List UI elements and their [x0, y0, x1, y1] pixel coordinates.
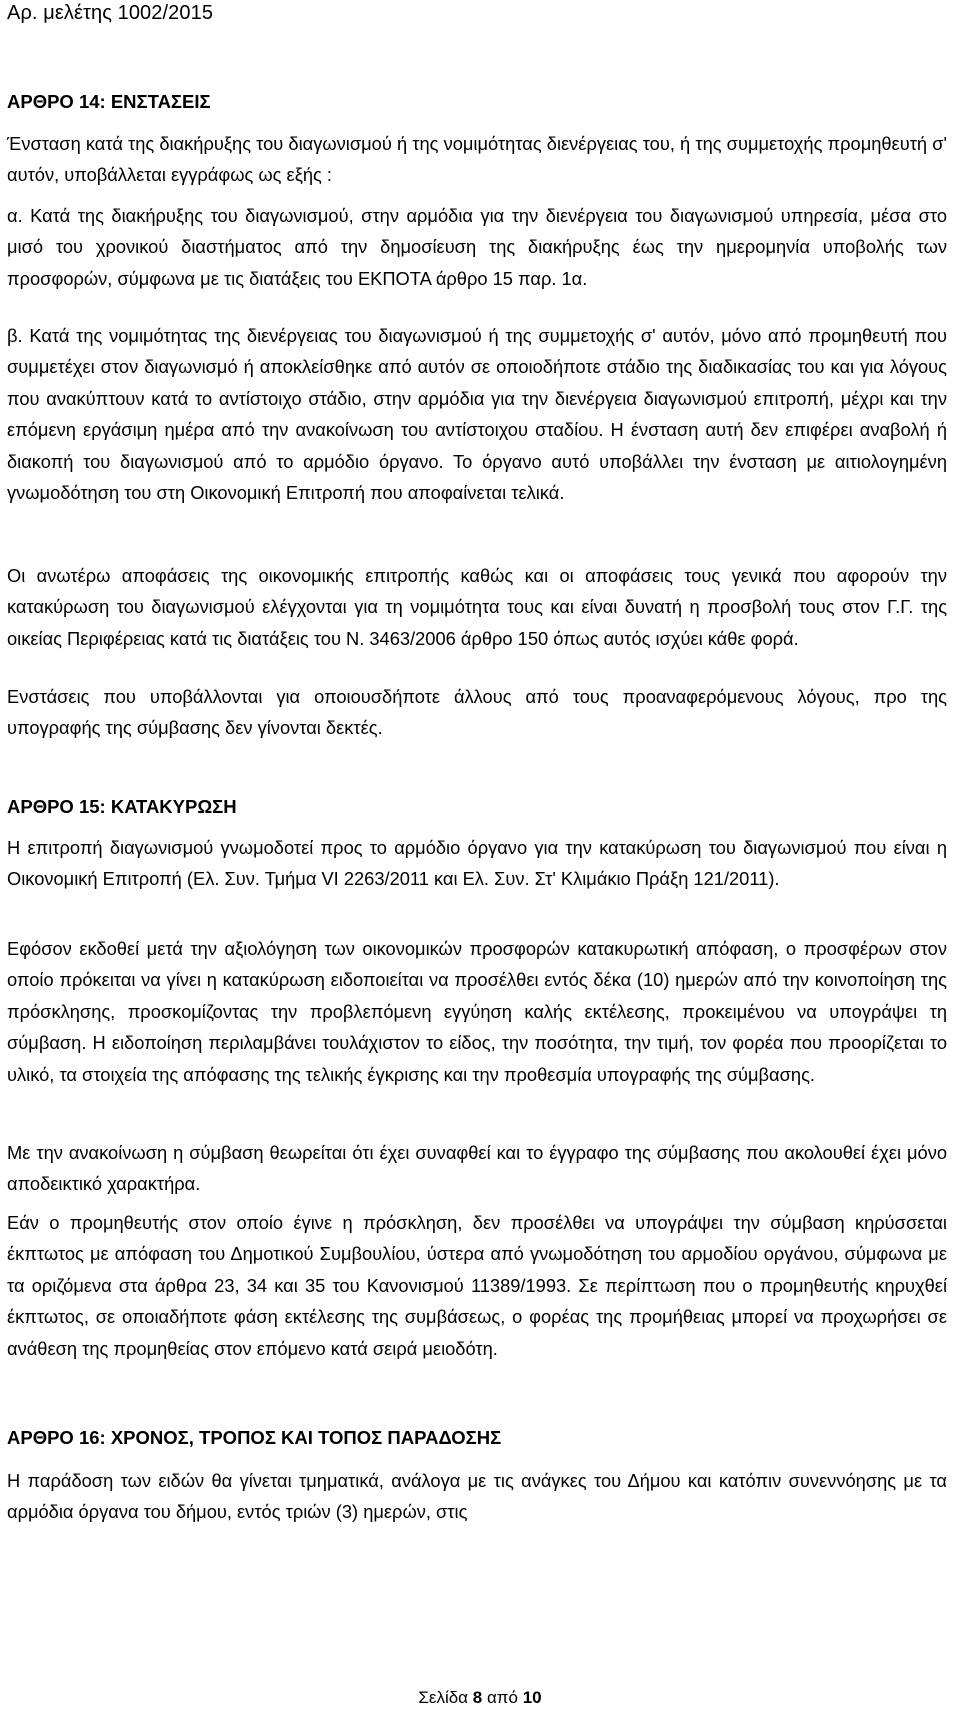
page-footer [0, 1688, 960, 1708]
article-14-objections-paragraph: Ενστάσεις που υποβάλλονται για οποιουσδήποτε άλλους από τους προαναφερόμενους λόγους, προ της υπογραφής της σύμβασης δεν γίνονται δεκτές. [7, 686, 947, 739]
article-15-paragraph-2: Εφόσον εκδοθεί μετά την αξιολόγηση των οικονομικών προσφορών κατακυρωτική απόφαση, ο προσφέρων στον οποίο πρόκειται να γίνει η κατακύρωση ειδοποιείται να προσέλθει εντός δέκα (10) ημερών από την κοινοποίηση της πρόσκλησης, προσκομίζοντας την προβλεπόμενη εγγύηση καλής εκτέλεσης, προκειμένου να υπογράψει τη σύμβαση. Η ειδοποίηση περιλαμβάνει τουλάχιστον το είδος, την ποσότητα, την τιμή, τον φορέα που προορίζεται το υλικό, τα στοιχεία της απόφασης της τελικής έγκρισης και την προθεσμία υπογραφής της σύμβασης. [7, 938, 947, 1085]
article-14-item-b: β. Κατά της νομιμότητας της διενέργειας του διαγωνισμού ή της συμμετοχής σ' αυτόν, μόνο από προμηθευτή που συμμετέχει στον διαγωνισμό ή αποκλείσθηκε από αυτόν σε οποιοδήποτε στάδιο της διαδικασίας του και για λόγους που ανακύπτουν κατά το αντίστοιχο στάδιο, στην αρμόδια για την διενέργεια διαγωνισμού επιτροπή, μέχρι και την επόμενη εργάσιμη ημέρα από την ανακοίνωση του αντίστοιχου σταδίου. Η ένσταση αυτή δεν επιφέρει αναβολή ή διακοπή του διαγωνισμού από το αρμόδιο όργανο. Το όργανο αυτό υποβάλλει την ένσταση με αιτιολογημένη γνωμοδότηση του στη Οικονομική Επιτροπή που αποφαίνεται τελικά. [7, 325, 947, 504]
article-15-paragraph-3: Με την ανακοίνωση η σύμβαση θεωρείται ότι έχει συναφθεί και το έγγραφο της σύμβασης που ακολουθεί έχει μόνο αποδεικτικό χαρακτήρα. [7, 1142, 947, 1195]
article-14-item-a: α. Κατά της διακήρυξης του διαγωνισμού, στην αρμόδια για την διενέργεια του διαγωνισμού υπηρεσία, μέσα στο μισό του χρονικού διαστήματος από την δημοσίευση της διακήρυξης έως την ημερομηνία υποβολής των προσφορών, σύμφωνα με τις διατάξεις του ΕΚΠΟΤΑ άρθρο 15 παρ. 1α. [7, 205, 947, 289]
page-of-label: από [486, 1688, 518, 1707]
page-label: Σελίδα [418, 1688, 469, 1707]
article-14-title: ΑΡΘΡΟ 14: ΕΝΣΤΑΣΕΙΣ [7, 91, 211, 112]
current-page-number: 8 [472, 1688, 483, 1707]
article-16-paragraph-1: Η παράδοση των ειδών θα γίνεται τμηματικά, ανάλογα με τις ανάγκες του Δήμου και κατόπιν συνεννόησης με τα αρμόδια όργανα του δήμου, εντός τριών (3) ημερών, στις [7, 1470, 947, 1523]
article-15-paragraph-1: Η επιτροπή διαγωνισμού γνωμοδοτεί προς το αρμόδιο όργανο για την κατακύρωση του διαγωνισμού που είναι η Οικονομική Επιτροπή (Ελ. Συν. Τμήμα VI 2263/2011 και Ελ. Συν. Στ' Κλιμάκιο Πράξη 121/2011). [7, 837, 947, 890]
total-pages-number: 10 [522, 1688, 542, 1707]
article-14-decisions-paragraph: Οι ανωτέρω αποφάσεις της οικονομικής επιτροπής καθώς και οι αποφάσεις τους γενικά που αφορούν την κατακύρωση του διαγωνισμού ελέγχονται για τη νομιμότητα τους και είναι δυνατή η προσβολή τους στον Γ.Γ. της οικείας Περιφέρειας κατά τις διατάξεις του Ν. 3463/2006 άρθρο 150 όπως αυτός ισχύει κάθε φορά. [7, 565, 947, 649]
study-number-header: Αρ. μελέτης 1002/2015 [7, 2, 214, 24]
article-15-paragraph-4: Εάν ο προμηθευτής στον οποίο έγινε η πρόσκληση, δεν προσέλθει να υπογράψει την σύμβαση κηρύσσεται έκπτωτος με απόφαση του Δημοτικού Συμβουλίου, ύστερα από γνωμοδότηση του αρμοδίου οργάνου, σύμφωνα με τα οριζόμενα στα άρθρα 23, 34 και 35 του Κανονισμού 11389/1993. Σε περίπτωση που ο προμηθευτής κηρυχθεί έκπτωτος, σε οποιαδήποτε φάση εκτέλεσης της συμβάσεως, ο φορέας της προμήθειας μπορεί να προχωρήσει σε ανάθεση της προμηθείας στον επόμενο κατά σειρά μειοδότη. [7, 1212, 947, 1359]
article-15-title: ΑΡΘΡΟ 15: ΚΑΤΑΚΥΡΩΣΗ [7, 796, 237, 817]
article-14-intro: Ένσταση κατά της διακήρυξης του διαγωνισμού ή της νομιμότητας διενέργειας του, ή της συμμετοχής προμηθευτή σ' αυτόν, υποβάλλεται εγγράφως ως εξής : [7, 133, 947, 186]
article-16-title: ΑΡΘΡΟ 16: ΧΡΟΝΟΣ, ΤΡΟΠΟΣ ΚΑΙ ΤΟΠΟΣ ΠΑΡΑΔΟΣΗΣ [7, 1427, 502, 1448]
